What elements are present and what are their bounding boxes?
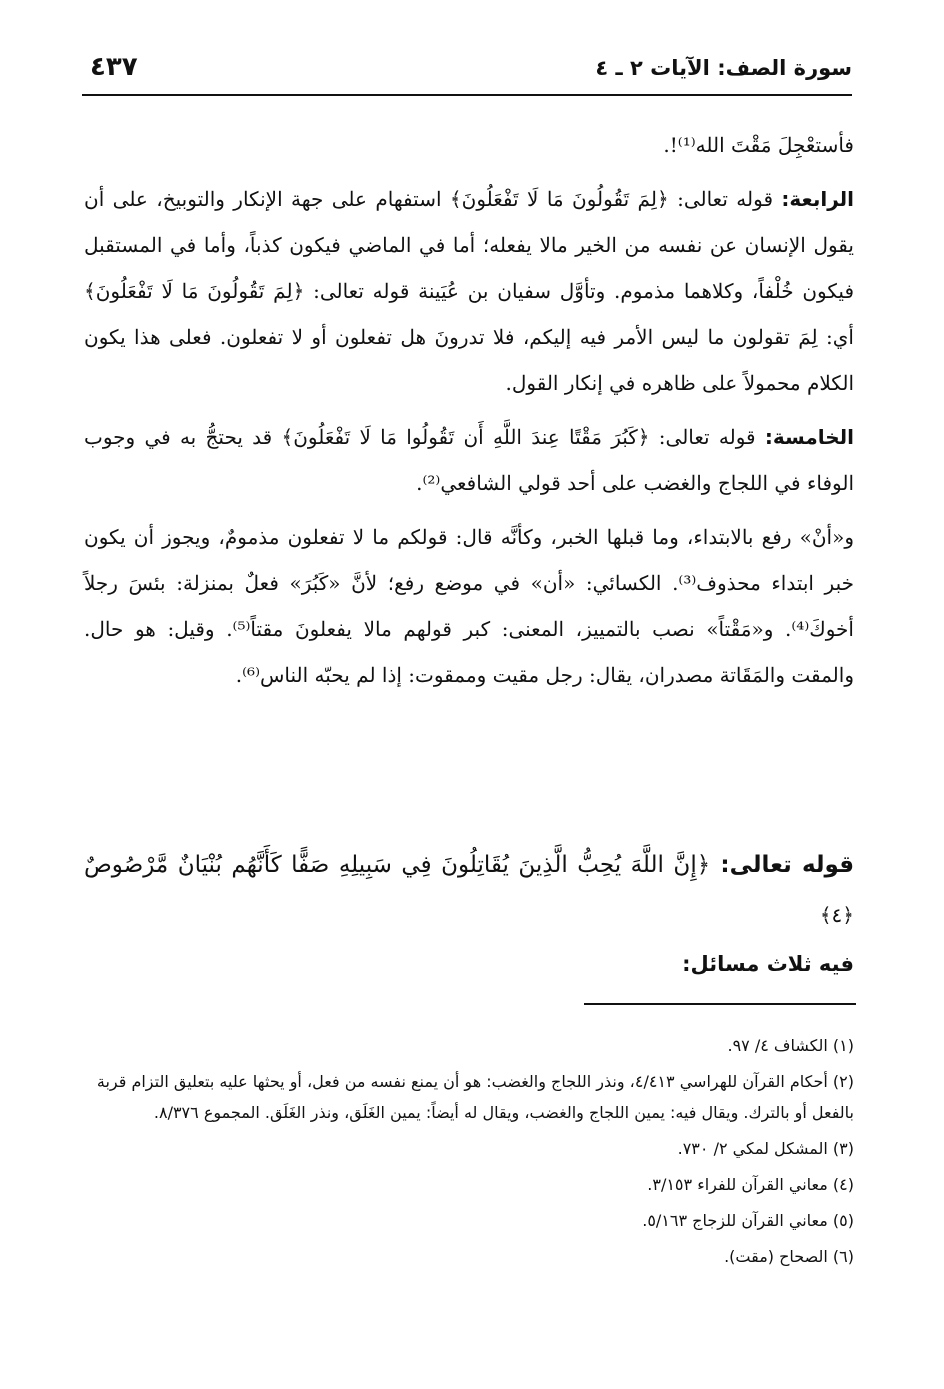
subheading: فيه ثلاث مسائل: bbox=[682, 952, 854, 976]
verse-heading bbox=[84, 840, 854, 940]
quran-quote-1: ﴿لِمَ تَقُولُونَ مَا لَا تَفْعَلُونَ﴾ bbox=[449, 187, 669, 211]
fifth-text-2: قد يحتجُّ به في وجوب الوفاء في اللجاج والغضب على أحد قولي الشافعي⁽²⁾. bbox=[84, 425, 854, 495]
verse-text: ﴿إِنَّ اللَّهَ يُحِبُّ الَّذِينَ يُقَاتِلُونَ فِي سَبِيلِهِ صَفًّا كَأَنَّهُم بُنْيَانٌ مَّرْصُوصٌ bbox=[84, 852, 711, 878]
paragraph-grammar: و«أنْ» رفع بالابتداء، وما قبلها الخبر، وكأنَّه قال: قولكم ما لا تفعلون مذمومٌ، ويجوز أن يكون خبر ابتداء محذوف⁽³⁾. الكسائي: «أن» في موضع رفع؛ لأنَّ «كَبُرَ» فعلٌ بمنزلة: بئسَ رجلاً أخوكَ⁽⁴⁾. و«مَقْتاً» نصب بالتمييز، المعنى: كبر قولهم مالا يفعلونَ مقتاً⁽⁵⁾. وقيل: هو حال. والمقت والمَقَاتة مصدران، يقال: رجل مقيت وممقوت: إذا لم يحبّه الناس⁽⁶⁾. bbox=[84, 525, 854, 687]
footnote-6: (٦) الصحاح (مقت). bbox=[724, 1247, 854, 1266]
paragraph-fourth bbox=[84, 176, 854, 406]
header-title: سورة الصف: الآيات ٢ ـ ٤ bbox=[595, 56, 852, 80]
footnote-4: (٤) معاني القرآن للفراء ٣/١٥٣. bbox=[647, 1175, 854, 1194]
footnote-separator bbox=[584, 1003, 856, 1005]
fifth-text-1: قوله تعالى: bbox=[649, 425, 765, 449]
footnote-1: (١) الكشاف ٤/ ٩٧. bbox=[727, 1036, 854, 1055]
intro-line: فأستعْجِلَ مَقْتَ الله⁽¹⁾!. bbox=[663, 133, 854, 157]
fourth-text-2: استفهام على جهة الإنكار والتوبيخ، على أن يقول الإنسان عن نفسه من الخير مالا يفعله؛ أما في الماضي فيكون كذباً، وأما في المستقبل فيكون خُلْفاً، وكلاهما مذموم. وتأوَّل سفيان بن عُيَينة قوله تعالى: bbox=[84, 187, 855, 303]
main-text bbox=[84, 122, 854, 698]
footnote-2: (٢) أحكام القرآن للهراسي ٤/٤١٣، ونذر اللجاج والغضب: هو أن يمنع نفسه من فعل، أو يحثها عليه بتعليق التزام قربة بالفعل أو بالترك. ويقال فيه: يمين اللجاج والغضب، ويقال له أيضاً: يمين الغَلَق، ونذر الغَلَق. المجموع ٨/٣٧٦. bbox=[96, 1072, 854, 1122]
quran-quote-3: ﴿كَبُرَ مَقْتًا عِندَ اللَّهِ أَن تَقُولُوا مَا لَا تَفْعَلُونَ﴾ bbox=[281, 425, 650, 449]
running-header bbox=[82, 52, 852, 96]
footnotes bbox=[84, 1030, 854, 1277]
page-number: ٤٣٧ bbox=[90, 52, 138, 82]
footnote-3: (٣) المشكل لمكي ٢/ ٧٣٠. bbox=[677, 1139, 854, 1158]
fourth-text-3: أي: لِمَ تقولون ما ليس الأمر فيه إليكم، فلا تدرونَ هل تفعلون أو لا تفعلون. فعلى هذا يكون الكلام محمولاً على ظاهره في إنكار القول. bbox=[84, 325, 854, 395]
section-label-fifth: الخامسة: bbox=[764, 425, 855, 449]
footnote-5: (٥) معاني القرآن للزجاج ٥/١٦٣. bbox=[642, 1211, 854, 1230]
verse-heading-label: قوله تعالى: bbox=[710, 852, 855, 878]
section-label-fourth: الرابعة: bbox=[781, 187, 854, 211]
verse-number-ornament: ﴿٤﴾ bbox=[819, 903, 854, 927]
paragraph-fifth bbox=[84, 414, 854, 506]
quran-quote-2: ﴿لِمَ تَقُولُونَ مَا لَا تَفْعَلُونَ﴾ bbox=[84, 279, 305, 303]
fourth-text-1: قوله تعالى: bbox=[668, 187, 782, 211]
